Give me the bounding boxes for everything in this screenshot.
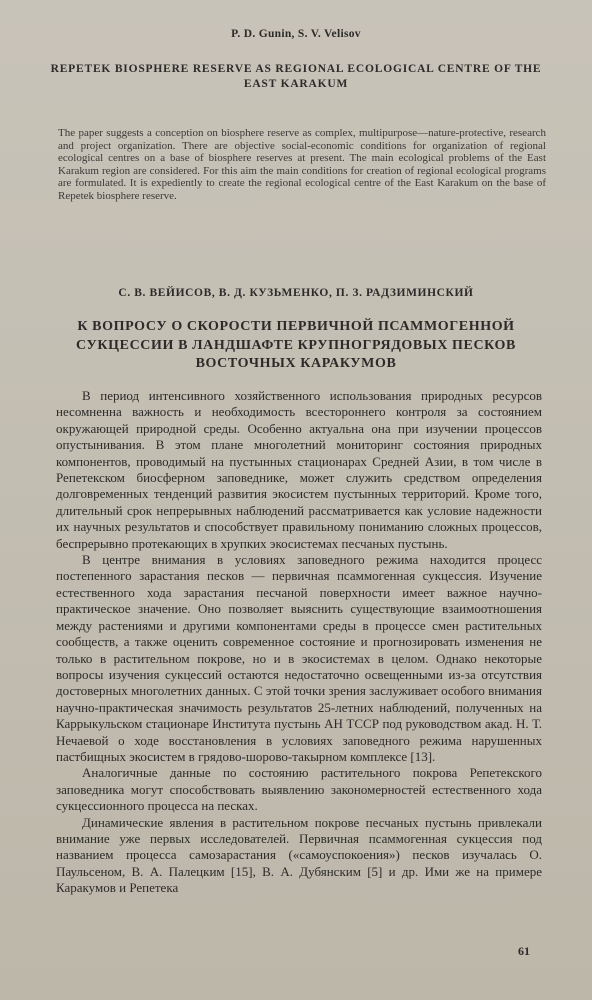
paragraph: В центре внимания в условиях заповедного режима находится процесс постепенного зарастания песков — первичная псаммогенная сукцессия. Изучение естественного хода зарастания песчаной поверхности имеет важное научно-практическое значение. Оно позволяет выяснить существующие взаимоотношения между растениями и другими компонентами среды в процессе смен растительных сообществ, а также оценить современное состояние и прогнозировать изменения не только в растительном покрове, но и в экосистемах в целом. Однако некоторые вопросы изучения сукцессий остаются недостаточно освещенными из-за отсутствия достоверных многолетних данных. С этой точки зрения заслуживает особого внимания научно-практическая значимость результатов 25-летних наблюдений, полученных на Каррыкульском стационаре Института пустынь АН ТССР под руководством акад. Н. Т. Нечаевой о ходе восстановления в условиях заповедного режима нарушенных пастбищных экосистем в грядово-шорово-такырном комплексе [13]. xyxy=(56,552,542,764)
paragraph: Динамические явления в растительном покрове песчаных пустынь привлекали внимание уже первых исследователей. Первичная псаммогенная сукцессия под названием процесса самозарастания («самоуспокоения») песков изучалась О. Паульсеном, В. А. Палецким [15], В. А. Дубянским [5] и др. Ими же на примере Каракумов и Репетека xyxy=(56,814,542,896)
authors-russian: С. В. ВЕЙИСОВ, В. Д. КУЗЬМЕНКО, П. З. РАДЗИМИНСКИЙ xyxy=(118,287,474,299)
article-body xyxy=(56,388,542,897)
page-number: 61 xyxy=(518,944,530,958)
title-english: REPETEK BIOSPHERE RESERVE AS REGIONAL ECOLOGICAL CENTRE OF THE EAST KARAKUM xyxy=(50,63,542,90)
paragraph: В период интенсивного хозяйственного использования природных ресурсов несомненна важность и необходимость всестороннего контроля за состоянием окружающей природной среды. Особенно актуальна она при изучении процессов опустынивания. В этом плане многолетний мониторинг состояния природных компонентов, проводимый на пустынных стационарах Средней Азии, в том числе в Репетекском биосферном заповеднике, может служить средством определения долговременных тенденций развития экосистем пустынных территорий. Кроме того, длительный срок непрерывных наблюдений рассматривается как условие надежности их научных результатов и способствует правильному пониманию сложных процессов, беспрерывно протекающих в хрупких экосистемах песчаных пустынь. xyxy=(56,388,542,551)
authors-english: P. D. Gunin, S. V. Velisov xyxy=(231,28,361,40)
abstract-english: The paper suggests a conception on biosphere reserve as complex, multipurpose—nature-protective, research and project organization. There are objective social-economic conditions for organization of regional ecological centres on a base of biosphere reserves at present. The main ecological problems of the East Karakum region are considered. For this aim the main conditions for creation of regional ecological programs are formulated. It is expediently to create the regional ecological centre of the East Karakum on the base of Repetek biosphere reserve. xyxy=(58,127,546,202)
paragraph: Аналогичные данные по состоянию растительного покрова Репетекского заповедника могут способствовать выявлению закономерностей естественного хода сукцессионного процесса на песках. xyxy=(56,765,542,814)
title-russian: К ВОПРОСУ О СКОРОСТИ ПЕРВИЧНОЙ ПСАММОГЕННОЙ СУКЦЕССИИ В ЛАНДШАФТЕ КРУПНОГРЯДОВЫХ ПЕСКОВ ВОСТОЧНЫХ КАРАКУМОВ xyxy=(76,319,516,371)
